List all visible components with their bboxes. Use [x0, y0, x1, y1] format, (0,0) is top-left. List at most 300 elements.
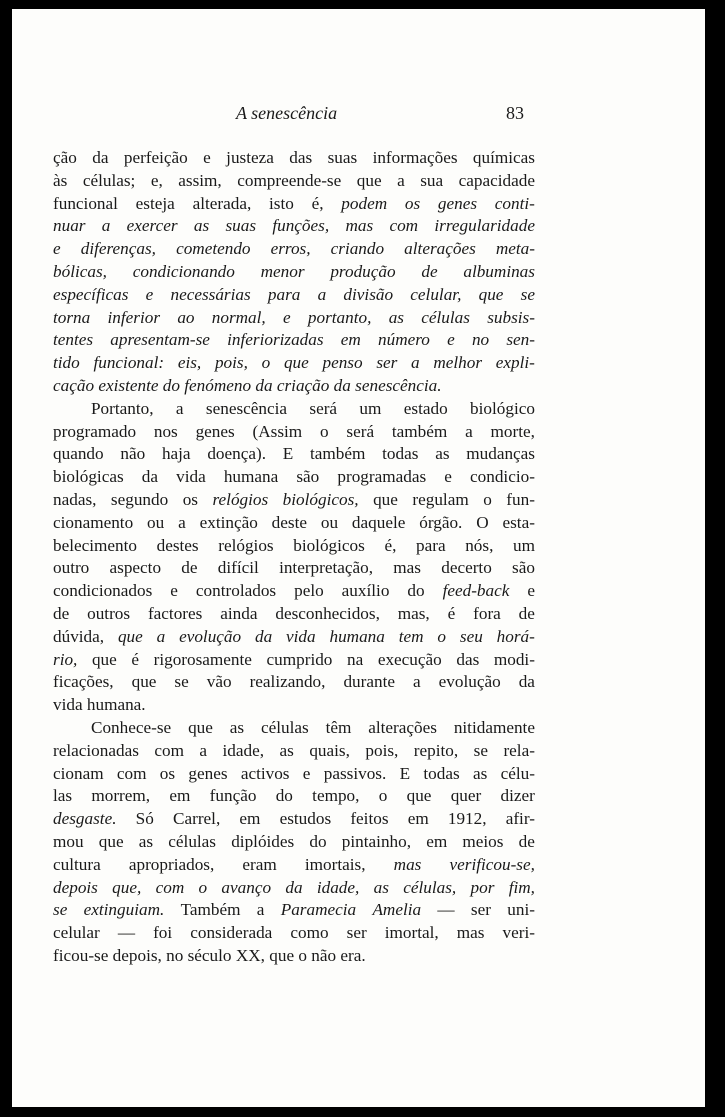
word: tem — [398, 626, 424, 646]
word: bólicas, — [53, 261, 107, 281]
word: não — [311, 945, 337, 965]
word: das — [456, 649, 480, 669]
word: horá- — [496, 626, 535, 646]
text-line — [53, 671, 535, 694]
word: Só — [135, 809, 154, 829]
word: relógios — [218, 535, 274, 555]
word: las — [53, 786, 73, 806]
word: menor — [260, 261, 305, 281]
word: biológicas — [53, 467, 124, 487]
word: — — [437, 900, 455, 920]
word: dúvida, — [53, 626, 105, 646]
word: doença). — [207, 444, 267, 464]
word: compreende-se — [237, 170, 342, 190]
word: o — [298, 945, 307, 965]
word: divisão — [343, 284, 394, 304]
word: irregularidade — [434, 216, 535, 236]
word: rela- — [503, 740, 535, 760]
word: genes — [195, 421, 235, 441]
word: as — [472, 763, 488, 783]
word: cultura — [53, 854, 101, 874]
word: pintainho, — [341, 831, 412, 851]
word: todas — [423, 763, 460, 783]
text-line — [53, 785, 535, 808]
word: outros — [87, 603, 131, 623]
word: quando — [53, 444, 104, 464]
word: 1912, — [447, 809, 487, 829]
word: das — [289, 148, 313, 167]
word: é, — [384, 535, 397, 555]
word: decerto — [441, 558, 492, 578]
word: de — [53, 603, 70, 623]
word: funcional: — [93, 353, 165, 373]
word: a — [413, 672, 421, 692]
word: durante — [343, 672, 395, 692]
word: humana — [329, 626, 385, 646]
word: criação — [276, 375, 330, 395]
word: da — [518, 672, 535, 692]
word: no — [166, 945, 184, 965]
word: deste — [271, 512, 307, 532]
word: realizando, — [249, 672, 326, 692]
text-line — [53, 922, 535, 945]
word: e — [170, 581, 178, 601]
word: extinguiam. — [83, 900, 165, 920]
word: mas, — [397, 603, 430, 623]
word: o — [483, 489, 492, 509]
word: condicio- — [470, 467, 535, 487]
word: vida — [176, 467, 206, 487]
text-line — [53, 512, 535, 535]
word: perfeição — [123, 148, 188, 167]
word: Carrel, — [173, 809, 221, 829]
word: ser — [376, 353, 398, 373]
word: todas — [382, 444, 419, 464]
word: esteja — [135, 193, 175, 213]
text-line — [53, 649, 535, 672]
word: pois, — [365, 740, 399, 760]
word: a — [411, 353, 420, 373]
text-line — [53, 854, 535, 877]
word: genes — [188, 763, 228, 783]
word: ou — [320, 512, 339, 532]
word: se — [174, 672, 189, 692]
word: e — [302, 763, 311, 783]
word: albuminas — [463, 261, 535, 281]
word: que — [283, 353, 309, 373]
word: que — [356, 170, 382, 190]
word: idade, — [222, 740, 265, 760]
word: passivos. — [323, 763, 387, 783]
word: expli- — [495, 353, 535, 373]
word: capacidade — [458, 170, 535, 190]
word: rio, — [53, 649, 78, 669]
word: com — [116, 763, 147, 783]
word: o — [198, 877, 208, 897]
word: ainda — [220, 603, 258, 623]
word: células — [168, 831, 217, 851]
word: e — [53, 239, 61, 259]
word: função — [209, 786, 257, 806]
word: Amelia — [372, 900, 422, 920]
word: funções, — [272, 216, 330, 236]
word: difícil — [217, 558, 259, 578]
word: regulam — [412, 489, 469, 509]
word: com — [154, 740, 184, 760]
word: se — [53, 900, 68, 920]
word: mas — [393, 558, 421, 578]
word: interpretação, — [279, 558, 374, 578]
word: o — [437, 626, 447, 646]
word: que — [188, 717, 213, 737]
word: informações — [372, 148, 458, 167]
word: ser — [346, 923, 367, 943]
word: morte, — [490, 421, 535, 441]
word: de — [518, 603, 535, 623]
text-line — [53, 740, 535, 763]
word: programado — [53, 421, 137, 441]
word: foi — [153, 923, 173, 943]
word: da — [141, 467, 158, 487]
word: depois, — [112, 945, 162, 965]
text-line — [53, 945, 535, 968]
word: O — [476, 512, 489, 532]
word: nos — [153, 421, 178, 441]
word: verificou-se, — [449, 854, 535, 874]
word: produção — [330, 261, 396, 281]
word: haja — [161, 444, 191, 464]
page-number: 83 — [506, 103, 524, 123]
word: factores — [147, 603, 203, 623]
word: o — [378, 786, 388, 806]
word: diplóides — [231, 831, 295, 851]
word: a — [156, 626, 166, 646]
word: do — [407, 581, 425, 601]
word: subsis- — [487, 307, 535, 327]
word: têm — [325, 717, 352, 737]
word: a — [465, 421, 473, 441]
word: as — [388, 307, 404, 327]
word: com — [389, 216, 419, 236]
word: o — [320, 421, 329, 441]
text-line — [53, 193, 535, 216]
word: exercer — [126, 216, 178, 236]
word: mou — [53, 831, 84, 851]
text-line — [53, 421, 535, 444]
word: as — [279, 740, 294, 760]
word: e — [145, 284, 154, 304]
word: execução — [377, 649, 442, 669]
text-line — [53, 466, 535, 489]
word: na — [347, 649, 364, 669]
word: do — [162, 375, 180, 395]
word: número — [378, 330, 430, 350]
word: mas — [456, 923, 485, 943]
word: se — [473, 740, 488, 760]
word: os — [182, 489, 198, 509]
text-line — [53, 352, 535, 375]
word: quais, — [309, 740, 350, 760]
text-line — [53, 899, 535, 922]
word: também — [391, 421, 448, 441]
text-line — [53, 831, 535, 854]
word: estado — [403, 398, 448, 418]
word: como — [290, 923, 329, 943]
word: que — [373, 489, 398, 509]
word: outro — [53, 558, 90, 578]
word: específicas — [53, 284, 129, 304]
text-line — [53, 375, 535, 398]
paragraph — [53, 147, 535, 398]
word: cometendo — [176, 239, 251, 259]
word: ção — [53, 148, 77, 167]
text-line — [53, 580, 535, 603]
word: e — [527, 581, 535, 601]
word: justeza — [226, 148, 274, 167]
word: programadas — [337, 467, 427, 487]
word: de — [518, 831, 535, 851]
word: da — [254, 626, 273, 646]
word: a — [101, 216, 111, 236]
word: XX, — [235, 945, 265, 965]
word: cação — [53, 375, 95, 395]
text-line — [53, 763, 535, 786]
text-line — [53, 603, 535, 626]
word: no — [471, 330, 490, 350]
word: para — [416, 535, 446, 555]
word: suas — [327, 148, 358, 167]
text-line — [53, 215, 535, 238]
word: a — [317, 284, 327, 304]
paragraph — [53, 398, 535, 717]
word: que — [406, 786, 432, 806]
word: às — [53, 170, 68, 190]
word: afir- — [505, 809, 535, 829]
word: (Assim — [252, 421, 303, 441]
word: fun- — [506, 489, 535, 509]
word: e — [447, 330, 455, 350]
word: são — [296, 467, 320, 487]
word: sua — [420, 170, 444, 190]
running-title: A senescência — [236, 103, 338, 123]
word: do — [309, 831, 327, 851]
word: células; — [82, 170, 136, 190]
word: as — [193, 216, 210, 236]
word: segundo — [110, 489, 169, 509]
word: seu — [459, 626, 483, 646]
word: activos — [240, 763, 290, 783]
word: destes — [156, 535, 199, 555]
word: celular — [53, 923, 100, 943]
text-line — [53, 443, 535, 466]
word: rigorosamente — [153, 649, 252, 669]
word: para — [267, 284, 301, 304]
text-line — [53, 329, 535, 352]
word: erros, — [270, 239, 311, 259]
word: nós, — [465, 535, 494, 555]
paragraph — [53, 717, 535, 968]
word: existente — [98, 375, 159, 395]
word: químicas — [472, 148, 535, 167]
text-line — [53, 717, 535, 740]
word: senescência. — [355, 375, 442, 395]
word: modi- — [493, 649, 535, 669]
word: a — [175, 398, 184, 418]
word: daquele — [351, 512, 406, 532]
word: alterada, — [192, 193, 252, 213]
word: humana — [223, 467, 279, 487]
word: e — [444, 467, 452, 487]
word: avanço — [221, 877, 272, 897]
word: auxílio — [341, 581, 390, 601]
word: apropriados, — [128, 854, 215, 874]
word: Paramecia — [280, 900, 357, 920]
word: se — [520, 284, 535, 304]
text-line — [53, 238, 535, 261]
word: século — [187, 945, 232, 965]
word: as — [138, 831, 154, 851]
word: com — [155, 877, 185, 897]
word: feed-back — [442, 581, 510, 601]
word: belecimento — [53, 535, 137, 555]
word: idade, — [316, 877, 360, 897]
word: cionamento — [53, 512, 134, 532]
word: uni- — [507, 900, 535, 920]
word: evolução — [179, 626, 242, 646]
word: dizer — [500, 786, 535, 806]
word: e, — [150, 170, 163, 190]
word: eis, — [177, 353, 202, 373]
word: que — [98, 831, 124, 851]
word: E — [282, 444, 294, 464]
word: senescência — [205, 398, 288, 418]
word: será — [346, 421, 375, 441]
word: pois, — [214, 353, 248, 373]
word: célu- — [500, 763, 535, 783]
word: alterações — [404, 239, 476, 259]
word: desgaste. — [53, 809, 117, 829]
word: as — [373, 877, 389, 897]
word: que, — [112, 877, 142, 897]
word: estudos — [279, 809, 332, 829]
word: podem — [341, 193, 388, 213]
word: Portanto, — [91, 398, 154, 418]
word: assim, — [178, 170, 222, 190]
word: a — [397, 170, 405, 190]
word: será — [309, 398, 338, 418]
word: fora — [473, 603, 501, 623]
word: os — [404, 193, 421, 213]
word: controlados — [195, 581, 277, 601]
word: tido — [53, 353, 80, 373]
word: portanto, — [307, 307, 372, 327]
word: um — [359, 398, 382, 418]
text-line — [53, 808, 535, 831]
word: mudanças — [466, 444, 535, 464]
text-line — [53, 535, 535, 558]
word: as — [229, 717, 245, 737]
word: cumprido — [266, 649, 333, 669]
word: penso — [322, 353, 363, 373]
word: era. — [340, 945, 366, 965]
word: a — [256, 900, 265, 920]
text-line — [53, 261, 535, 284]
word: da — [255, 375, 273, 395]
word: depois — [53, 877, 98, 897]
word: o — [261, 353, 271, 373]
word: normal, — [211, 307, 266, 327]
word: em — [239, 809, 261, 829]
text-line — [53, 694, 535, 717]
word: nitidamente — [453, 717, 535, 737]
word: órgão. — [419, 512, 463, 532]
word: celular, — [410, 284, 462, 304]
text-line — [53, 557, 535, 580]
word: ficou-se — [53, 945, 109, 965]
word: condicionados — [53, 581, 153, 601]
word: ao — [177, 307, 195, 327]
word: que — [131, 672, 157, 692]
word: biológico — [470, 398, 535, 418]
word: mas — [393, 854, 422, 874]
word: que — [478, 284, 504, 304]
word: extinção — [199, 512, 258, 532]
word: da — [285, 877, 303, 897]
word: desconhecidos, — [275, 603, 380, 623]
word: vida — [286, 626, 316, 646]
word: em — [169, 786, 191, 806]
word: relógios — [212, 489, 269, 509]
word: alterações — [368, 717, 437, 737]
word: é, — [311, 193, 324, 213]
word: feitos — [350, 809, 389, 829]
word: biológicos — [293, 535, 365, 555]
word: ser — [470, 900, 491, 920]
word: fenómeno — [184, 375, 252, 395]
word: que — [117, 626, 143, 646]
word: — — [117, 923, 136, 943]
word: suas — [225, 216, 257, 236]
word: esta- — [502, 512, 535, 532]
word: Também — [180, 900, 241, 920]
word: que — [269, 945, 295, 965]
word: E — [399, 763, 411, 783]
text-line — [53, 147, 535, 170]
word: por — [470, 877, 495, 897]
word: humana. — [86, 695, 146, 715]
word: nuar — [53, 216, 86, 236]
word: os — [159, 763, 176, 783]
word: ficações, — [53, 672, 114, 692]
word: da — [333, 375, 351, 395]
word: nadas, — [53, 489, 97, 509]
word: a — [199, 740, 208, 760]
word: quer — [450, 786, 482, 806]
word: genes — [437, 193, 478, 213]
word: condicionando — [132, 261, 235, 281]
word: e — [283, 307, 291, 327]
word: considerada — [190, 923, 273, 943]
word: ou — [147, 512, 165, 532]
word: em — [426, 831, 448, 851]
word: são — [512, 558, 535, 578]
word: diferenças, — [80, 239, 156, 259]
word: células — [421, 307, 470, 327]
word: a — [178, 512, 186, 532]
word: repito, — [413, 740, 459, 760]
word: isto — [269, 193, 294, 213]
word: imortal, — [384, 923, 439, 943]
